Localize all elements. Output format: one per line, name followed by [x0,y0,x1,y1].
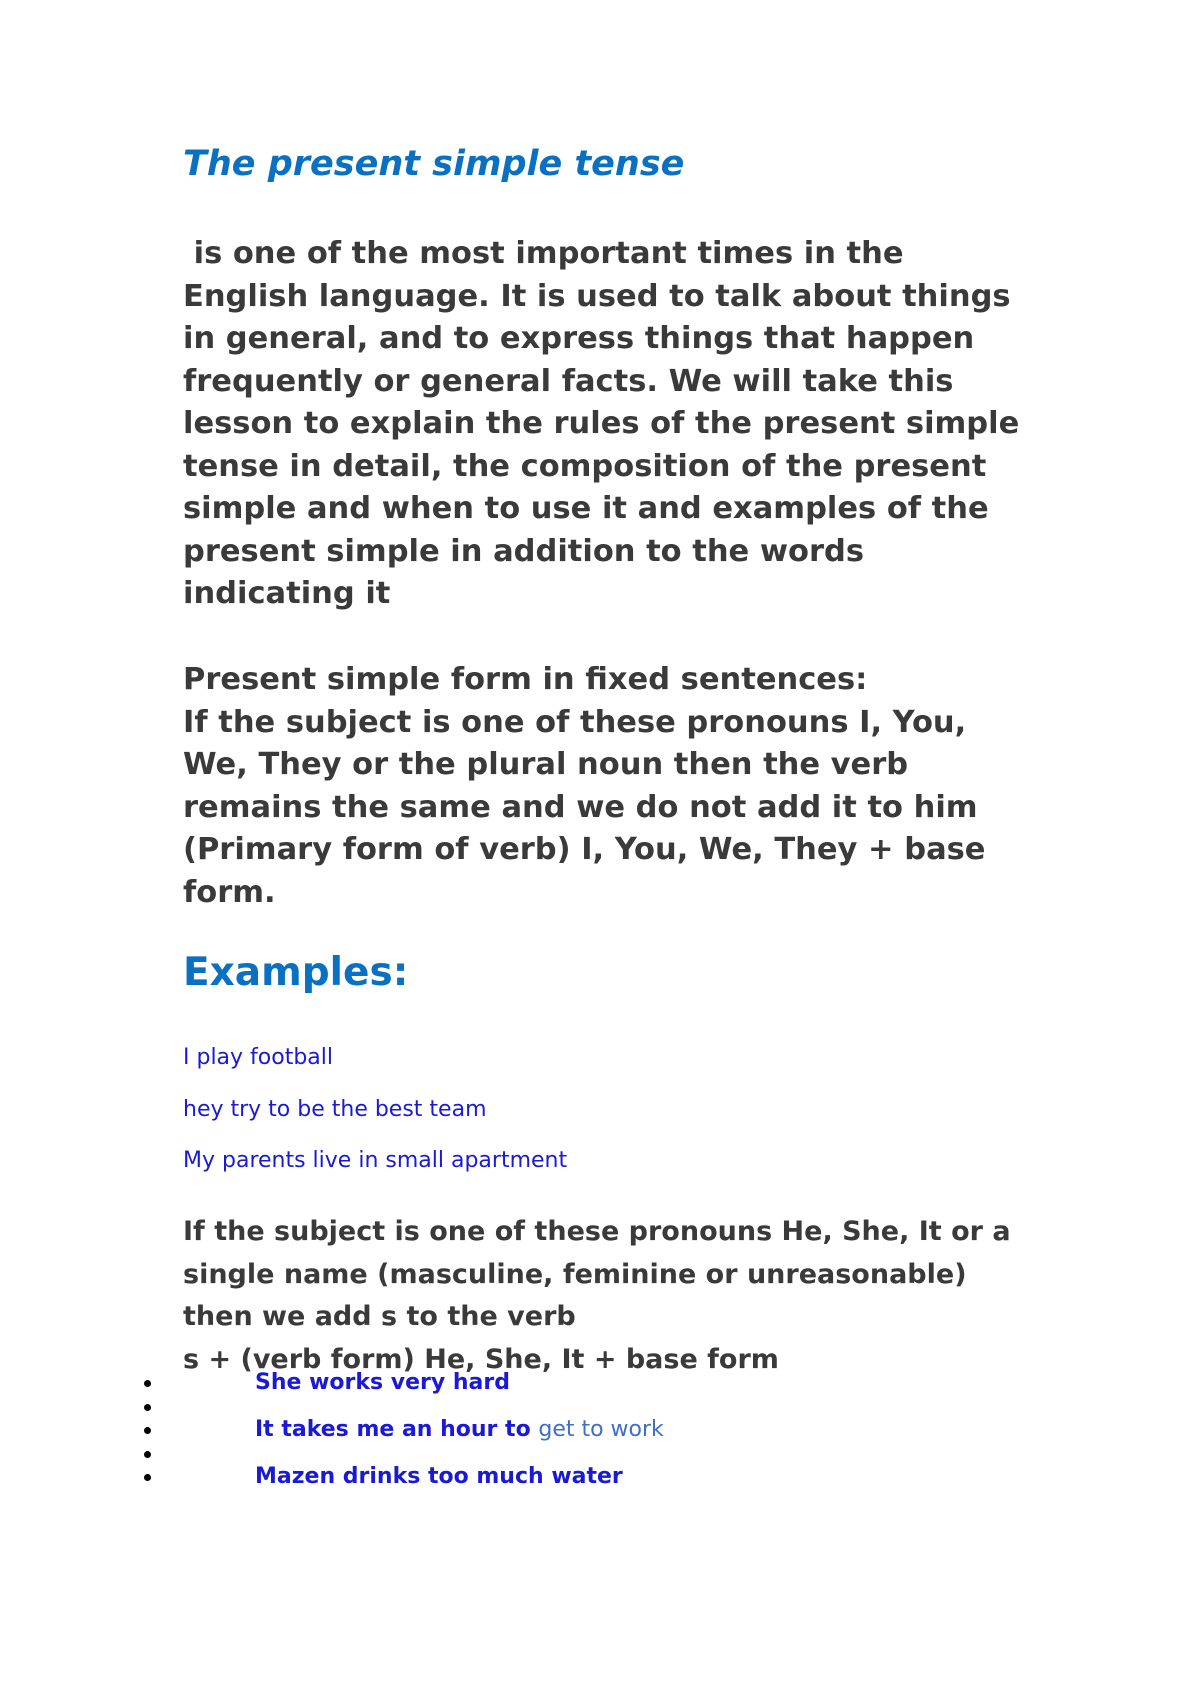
example-item: My parents live in small apartment [183,1148,568,1173]
examples-heading: Examples: [183,950,409,995]
rule2-text: If the subject is one of these pronouns He, She, It or a single name (masculine, feminine or unreasonable) then we add s to the verb [183,1216,1011,1332]
bullet-text-wrapper [255,1418,664,1442]
bullet-item [140,1371,940,1395]
bullet-item [140,1465,940,1489]
bullet-dot-icon [144,1474,151,1481]
rule2-formula: s + (verb form) He, She, It + base form [183,1343,779,1375]
bullet-dot-icon [144,1380,151,1387]
example-list [183,1045,567,1200]
intro-first-line: is one of the most important times in the [183,236,904,271]
example-item: hey try to be the best team [183,1096,487,1122]
bullet-text: Mazen drinks too much water [255,1464,623,1489]
bullet-dot-icon [144,1451,151,1458]
rules-paragraph [183,659,1023,914]
bullet-item-empty [140,1395,940,1419]
rules-text: If the subject is one of these pronouns I, You, We, They or the plural noun then the verb remains the same and we do not add it to him (Primary form of verb) I, You, We, They + base form. [183,704,986,910]
bullet-item-empty [140,1442,940,1466]
bullet-dot-icon [144,1427,151,1434]
bullet-text: It takes me an hour to [255,1417,531,1442]
intro-paragraph [183,233,1023,616]
rule2-paragraph [183,1211,1023,1381]
bullet-dot-icon [144,1404,151,1411]
document-title: The present simple tense [183,144,685,184]
bullet-text: She works very hard [255,1370,510,1395]
intro-rest: English language. It is used to talk about things in general, and to express things that happen frequently or general facts. We will take this lesson to explain the rules of the present simple tense in detail, the composition of the present simple and when to use it and examples of the present simple in addition to the words indicating it [183,278,1020,611]
bullet-list [140,1371,940,1489]
bullet-text-suffix: get to work [538,1417,664,1442]
example-item: I play football [183,1045,334,1070]
bullet-item [140,1418,940,1442]
rules-heading: Present simple form in fixed sentences: [183,662,868,697]
